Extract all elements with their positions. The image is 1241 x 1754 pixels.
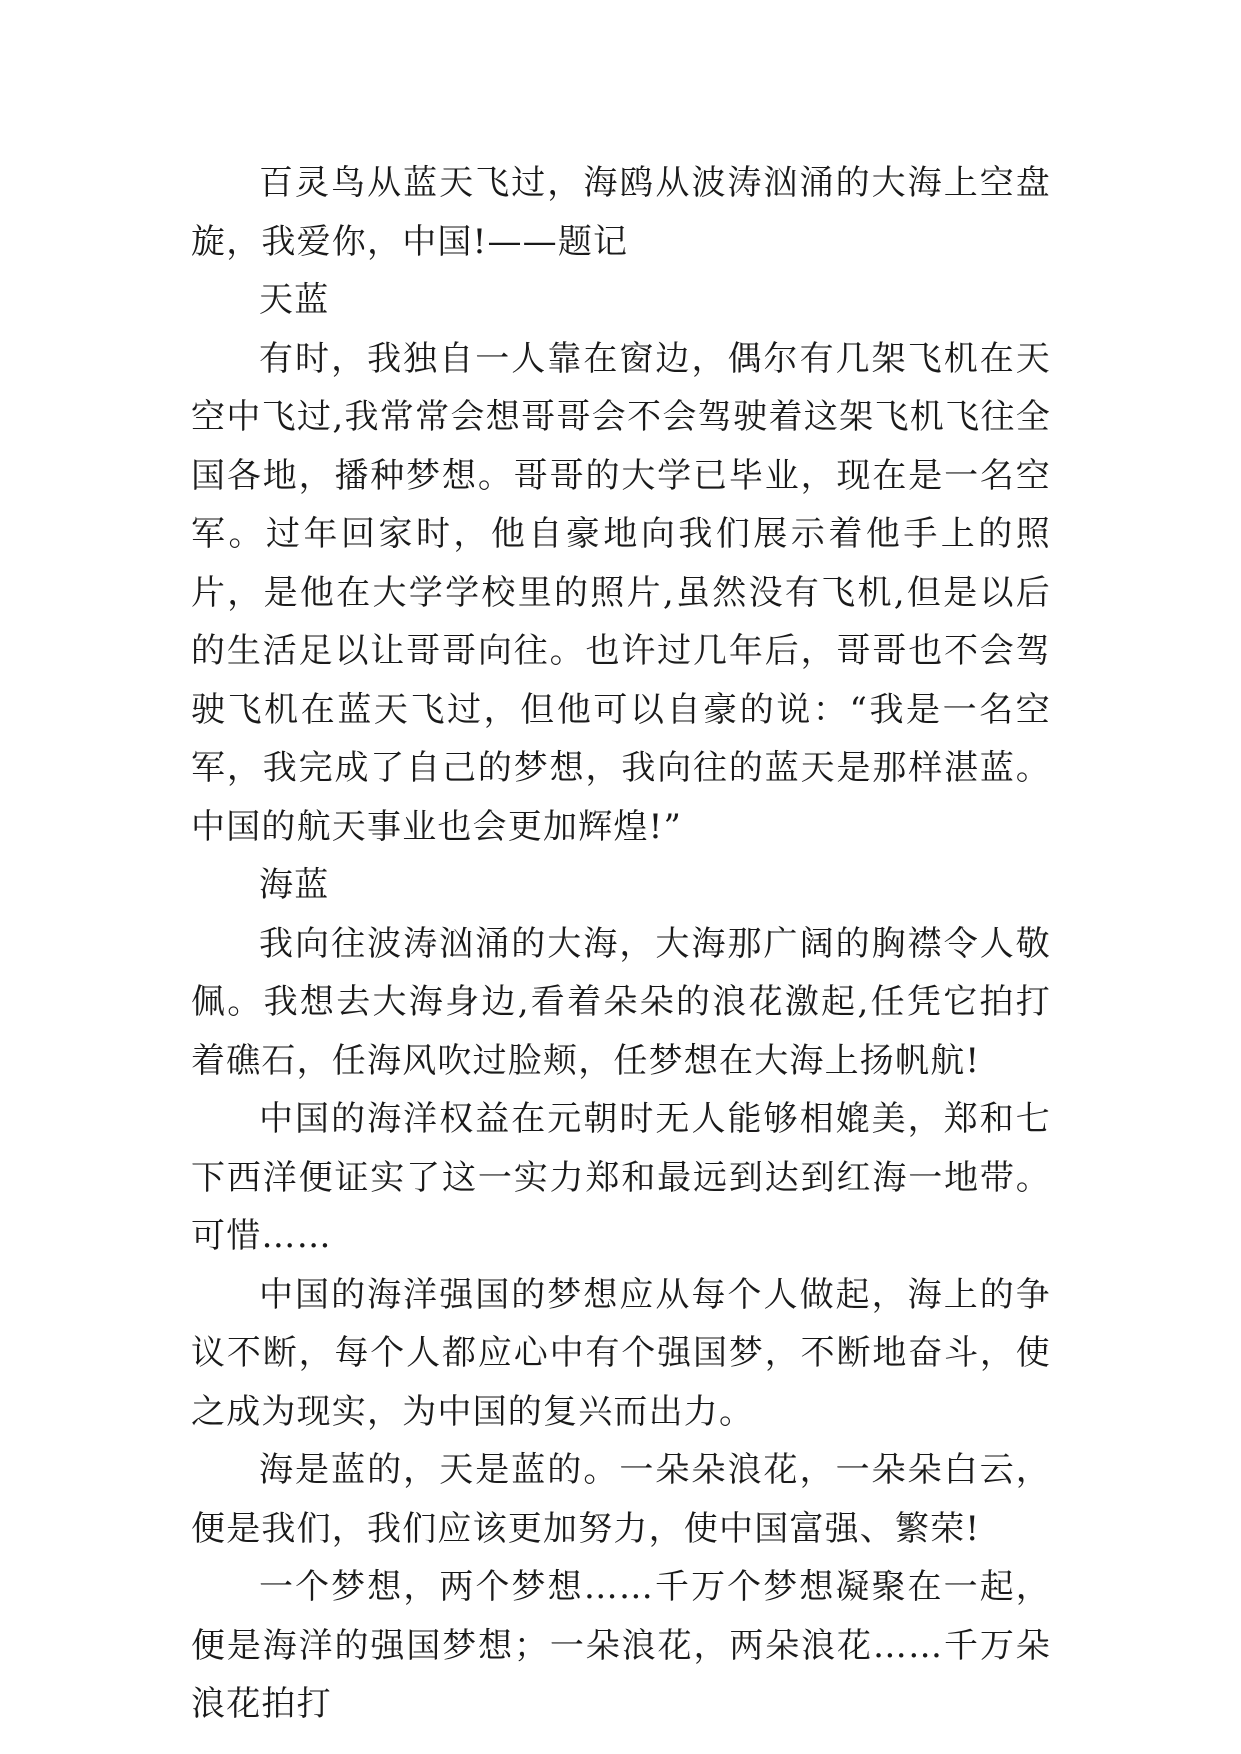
body-paragraph: 一个梦想，两个梦想……千万个梦想凝聚在一起，便是海洋的强国梦想；一朵浪花，两朵浪花……千万朵浪花拍打 <box>191 1567 1051 1724</box>
body-paragraph: 我向往波涛汹涌的大海，大海那广阔的胸襟令人敬佩。我想去大海身边,看着朵朵的浪花激起,任凭它拍打着礁石，任海风吹过脸颊，任梦想在大海上扬帆航! <box>191 923 1051 1081</box>
body-paragraph: 海是蓝的，天是蓝的。一朵朵浪花，一朵朵白云，便是我们，我们应该更加努力，使中国富强、繁荣! <box>191 1450 1051 1549</box>
section-heading-sea-blue: 海蓝 <box>259 865 330 905</box>
document-body <box>191 154 1051 1734</box>
body-paragraph: 中国的海洋强国的梦想应从每个人做起，海上的争议不断，每个人都应心中有个强国梦，不断地奋斗，使之成为现实，为中国的复兴而出力。 <box>191 1274 1051 1432</box>
section-heading-sky-blue: 天蓝 <box>259 280 330 320</box>
body-paragraph: 有时，我独自一人靠在窗边，偶尔有几架飞机在天空中飞过,我常常会想哥哥会不会驾驶着这架飞机飞往全国各地，播种梦想。哥哥的大学已毕业，现在是一名空军。过年回家时，他自豪地向我们展示着他手上的照片，是他在大学学校里的照片,虽然没有飞机,但是以后的生活足以让哥哥向往。也许过几年后，哥哥也不会驾驶飞机在蓝天飞过，但他可以自豪的说：“我是一名空军，我完成了自己的梦想，我向往的蓝天是那样湛蓝。中国的航天事业也会更加辉煌!” <box>191 338 1051 847</box>
epigraph-paragraph: 百灵鸟从蓝天飞过，海鸥从波涛汹涌的大海上空盘旋，我爱你，中国!——题记 <box>191 163 1051 262</box>
body-paragraph: 中国的海洋权益在元朝时无人能够相媲美，郑和七下西洋便证实了这一实力郑和最远到达到红海一地带。可惜…… <box>191 1099 1051 1256</box>
